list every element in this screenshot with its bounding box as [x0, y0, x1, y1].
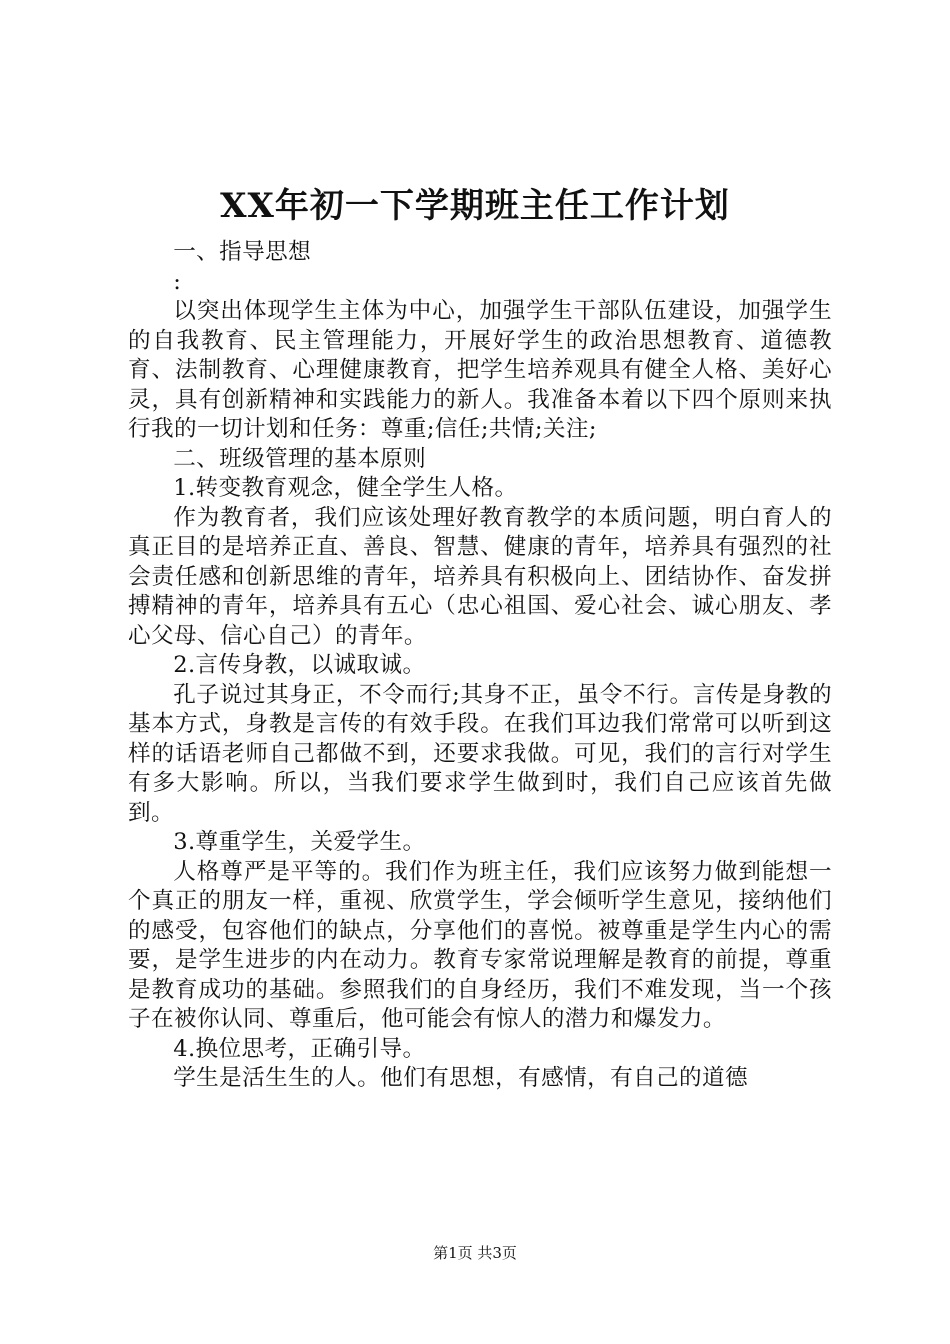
subheading: 3.尊重学生，关爱学生。	[173, 829, 426, 855]
paragraph: 孔子说过其身正，不令而行;其身不正，虽令不行。言传是身教的基本方式，身教是言传的有效手段。在我们耳边我们常常可以听到这样的话语老师自己都做不到，还要求我做。可见，我们的言行对学生有多大影响。所以，当我们要求学生做到时，我们自己应该首先做到。	[128, 681, 832, 826]
subheading: 1.转变教育观念，健全学生人格。	[173, 475, 518, 501]
subheading: 2.言传身教，以诚取诚。	[173, 652, 426, 678]
page-footer: 第1页 共3页	[433, 1244, 517, 1262]
paragraph: 以突出体现学生主体为中心，加强学生干部队伍建设，加强学生的自我教育、民主管理能力，开展好学生的政治思想教育、道德教育、法制教育、心理健康教育，把学生培养观具有健全人格、美好心灵，具有创新精神和实践能力的新人。我准备本着以下四个原则来执行我的一切计划和任务：尊重;信任;共情;关注;	[128, 298, 832, 442]
section-heading: 一、指导思想	[173, 239, 312, 265]
subheading: 4.换位思考，正确引导。	[173, 1035, 426, 1062]
paragraph: 学生是活生生的人。他们有思想，有感情，有自己的道德	[173, 1065, 749, 1091]
document-title: XX年初一下学期班主任工作计划	[220, 186, 730, 226]
paragraph: 作为教育者，我们应该处理好教育教学的本质问题，明白育人的真正目的是培养正直、善良、智慧、健康的青年，培养具有强烈的社会责任感和创新思维的青年，培养具有积极向上、团结协作、奋发拼搏精神的青年，培养具有五心（忠心祖国、爱心社会、诚心朋友、孝心父母、信心自己）的青年。	[128, 504, 832, 649]
paragraph: 人格尊严是平等的。我们作为班主任，我们应该努力做到能想一个真正的朋友一样，重视、欣赏学生，学会倾听学生意见，接纳他们的感受，包容他们的缺点，分享他们的喜悦。被尊重是学生内心的需要，是学生进步的内在动力。教育专家常说理解是教育的前提，尊重是教育成功的基础。参照我们的自身经历，我们不难发现，当一个孩子在被你认同、尊重后，他可能会有惊人的潜力和爆发力。	[128, 858, 832, 1032]
section-heading: 二、班级管理的基本原则	[173, 445, 427, 472]
document-body	[128, 238, 832, 1094]
colon-line: :	[173, 268, 182, 295]
